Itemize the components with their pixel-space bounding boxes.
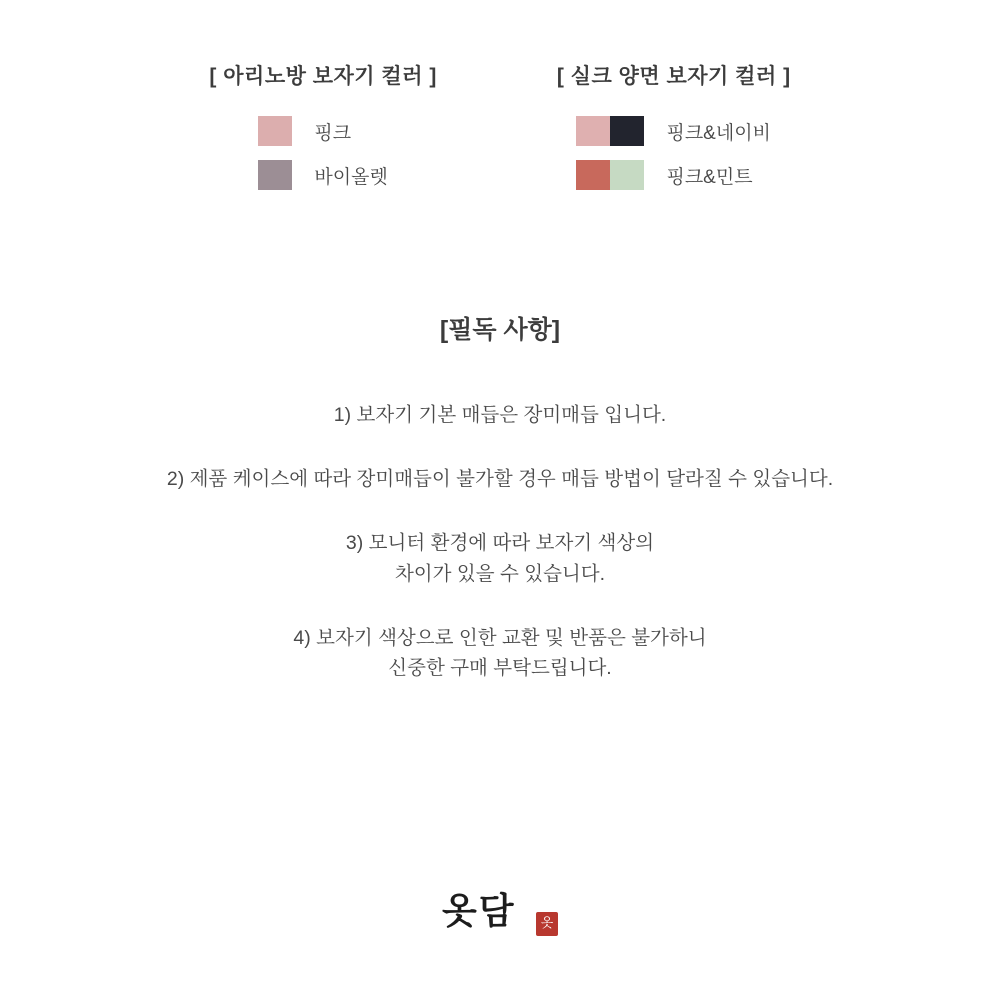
legend-item: [258, 116, 387, 146]
legend-item-list: [258, 116, 387, 190]
legend-item-label: 핑크&네이비: [666, 122, 771, 144]
color-swatch: [576, 160, 610, 190]
brand-logo: [0, 880, 1000, 942]
color-swatch: [610, 116, 644, 146]
legend-group-silk-double-sided: [557, 60, 791, 190]
legend-group-title: [ 아리노방 보자기 컬러 ]: [209, 65, 437, 88]
legend-item-label: 핑크&민트: [666, 166, 753, 188]
notice-line: [0, 623, 1000, 683]
color-swatch-group: [576, 116, 644, 146]
color-swatch-group: [258, 160, 292, 190]
legend-group-title: [ 실크 양면 보자기 컬러 ]: [556, 65, 791, 88]
color-swatch: [258, 160, 292, 190]
legend-item: [258, 160, 387, 190]
logo-mark: [440, 880, 560, 942]
color-swatch-group: [258, 116, 292, 146]
legend-item: [576, 116, 770, 146]
notice-line-text: 2) 제품 케이스에 따라 장미매듭이 불가할 경우 매듭 방법이 달라질 수 있습니다.: [166, 468, 834, 491]
color-legend: [0, 60, 1000, 190]
notice-line-text: 신중한 구매 부탁드립니다.: [388, 657, 612, 680]
color-swatch: [258, 116, 292, 146]
logo-seal-icon: 옷: [536, 912, 558, 936]
legend-group-arinobang: [209, 60, 436, 190]
color-swatch: [610, 160, 644, 190]
notice-line: [0, 528, 1000, 588]
notice-title: [필독 사항]: [439, 316, 561, 344]
notice-line: [0, 400, 1000, 430]
legend-item-label: 핑크: [314, 122, 352, 144]
notice-line-text: 차이가 있을 수 있습니다.: [394, 562, 606, 585]
color-swatch-group: [576, 160, 644, 190]
legend-item-list: [576, 116, 770, 190]
notice-line-text: 1) 보자기 기본 매듭은 장미매듭 입니다.: [333, 404, 667, 426]
notice-line-text: 4) 보자기 색상으로 인한 교환 및 반품은 불가하니: [293, 626, 707, 649]
notice-line-text: 3) 모니터 환경에 따라 보자기 색상의: [345, 532, 655, 555]
logo-wordmark: 옷담: [442, 890, 516, 932]
notice-line: [0, 464, 1000, 494]
color-swatch: [576, 116, 610, 146]
notice-section: [0, 310, 1000, 683]
legend-item: [576, 160, 770, 190]
legend-item-label: 바이올렛: [314, 166, 388, 188]
